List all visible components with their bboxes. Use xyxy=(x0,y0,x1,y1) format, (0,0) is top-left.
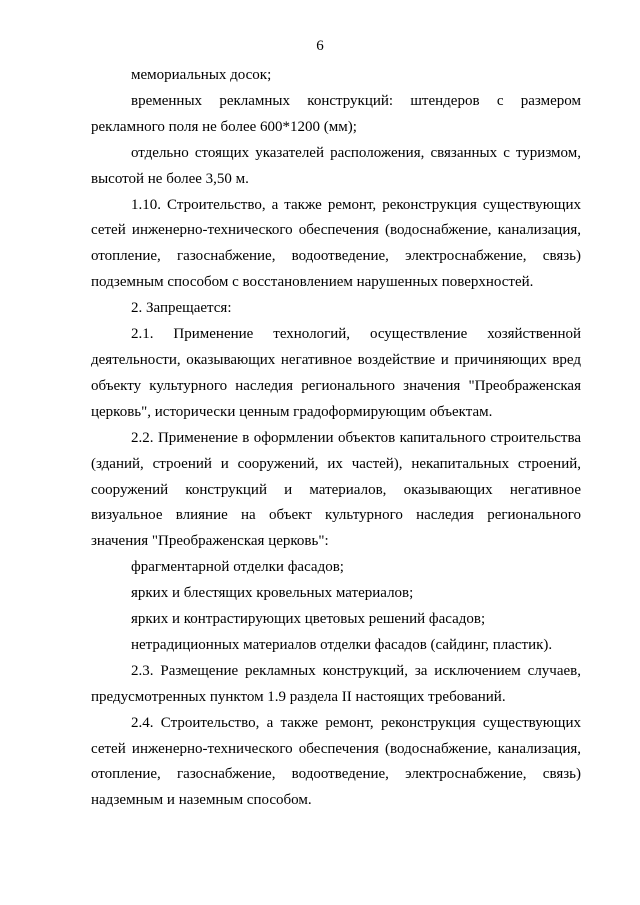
list-item: фрагментарной отделки фасадов; xyxy=(131,559,344,576)
list-item: нетрадиционных материалов отделки фасадов (сайдинг, пластик). xyxy=(131,636,553,653)
list-item: ярких и блестящих кровельных материалов; xyxy=(131,585,414,602)
document-body xyxy=(91,63,581,814)
clause-2-1: 2.1. Применение технологий, осуществление хозяйственной деятельности, оказывающих негативное воздействие и причиняющих вред объекту культурного наследия регионального значения "Преображенская церковь", исторически ценным градоформирующим объектам. xyxy=(91,326,581,420)
page-number: 6 xyxy=(316,38,324,54)
list-item: ярких и контрастирующих цветовых решений фасадов; xyxy=(131,611,486,628)
section-2-heading: 2. Запрещается: xyxy=(131,300,232,317)
clause-2-4: 2.4. Строительство, а также ремонт, реконструкция существующих сетей инженерно-технического обеспечения (водоснабжение, канализация, отопление, газоснабжение, водоотведение, электроснабжение, связь) надземным и наземным способом. xyxy=(91,714,581,809)
list-item: отдельно стоящих указателей расположения, связанных с туризмом, высотой не более 3,50 м. xyxy=(91,144,581,187)
clause-2-3: 2.3. Размещение рекламных конструкций, за исключением случаев, предусмотренных пунктом 1.9 раздела II настоящих требований. xyxy=(91,662,581,705)
clause-1-10: 1.10. Строительство, а также ремонт, реконструкция существующих сетей инженерно-технического обеспечения (водоснабжение, канализация, отопление, газоснабжение, водоотведение, электроснабжение, связь) подземным способом с восстановлением нарушенных поверхностей. xyxy=(91,196,581,291)
clause-2-2: 2.2. Применение в оформлении объектов капитального строительства (зданий, строений и сооружений, их частей), некапитальных строений, сооружений конструкций и материалов, оказывающих негативное визуальное влияние на объект культурного наследия регионального значения "Преображенская церковь": xyxy=(91,429,581,550)
list-item: мемориальных досок; xyxy=(131,67,272,83)
list-item: временных рекламных конструкций: штендеров с размером рекламного поля не более 600*1200 (мм); xyxy=(91,92,581,135)
